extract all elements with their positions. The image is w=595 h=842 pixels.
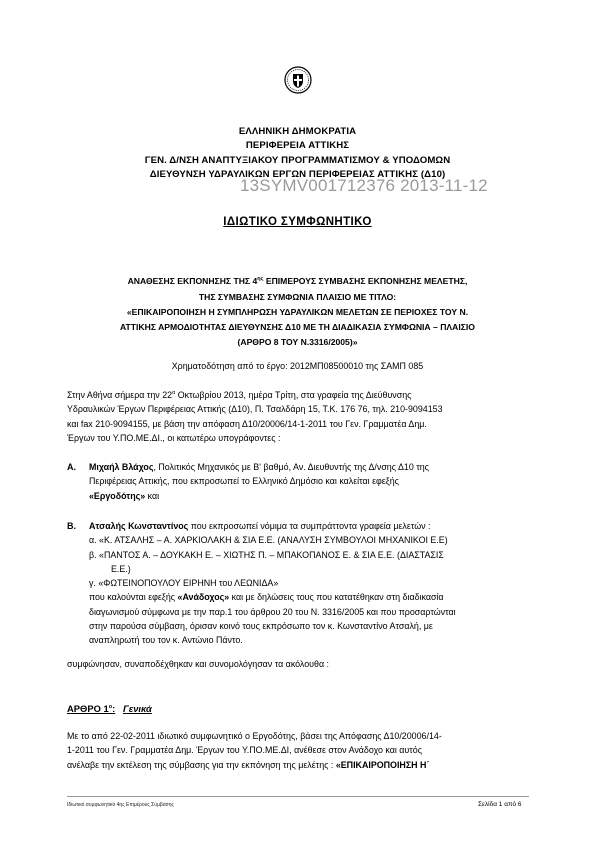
article-1-heading: ΑΡΘΡΟ $1^o$: Γενικά	[67, 703, 152, 714]
party-b-paragraph	[89, 519, 529, 648]
intro-line: Έργων του Υ.ΠΟ.ΜΕ.ΔΙ., οι κατωτέρω υπογράφοντες :	[67, 432, 281, 443]
subject-line-1: ΑΝΑΘΕΣΗΣ ΕΚΠΟΝΗΣΗΣ ΤΗΣ $4^{\eta\varsigma}$ ΕΠΙΜΕΡΟΥΣ ΣΥΜΒΑΣΗΣ ΕΚΠΟΝΗΣΗΣ ΜΕΛΕΤΗΣ,	[127, 276, 468, 286]
party-a-paragraph	[89, 460, 529, 503]
footer-left: Ιδιωτικό συμφωνητικό 4ης Επιμέρους Σύμβασης	[67, 802, 174, 808]
header-directorate: ΔΙΕΥΘΥΝΣΗ ΥΔΡΑΥΛΙΚΩΝ ΕΡΓΩΝ ΠΕΡΙΦΕΡΕΙΑΣ ΑΤΤΙΚΗΣ (Δ10)	[149, 169, 446, 180]
intro-line: Υδραυλικών Έργων Περιφέρειας Αττικής (Δ10), Π. Τσαλδάρη 15, Τ.Κ. 176 76, τηλ. 210-9094153	[67, 404, 443, 415]
party-b-office-b: β. «ΠΑΝΤΟΣ Α. – ΔΟΥΚΑΚΗ Ε. – ΧΙΩΤΗΣ Π. – ΜΠΑΚΟΠΑΝΟΣ Ε. & ΣΙΑ Ε.Ε. (ΔΙΑΣΤΑΣΙΣ	[89, 549, 444, 560]
intro-line: και fax 210-9094155, με βάση την απόφαση Δ10/20006/14-1-2011 του Γεν. Γραμματέα Δημ.	[67, 418, 427, 429]
party-b-office-a: α. «Κ. ΑΤΣΑΛΗΣ – Α. ΧΑΡΚΙΟΛΑΚΗ & ΣΙΑ Ε.Ε. (ΑΝΑΛΥΣΗ ΣΥΜΒΟΥΛΟΙ ΜΗΧΑΝΙΚΟΙ Ε.Ε)	[89, 535, 448, 546]
document-title: ΙΔΙΩΤΙΚΟ ΣΥΜΦΩΝΗΤΙΚΟ	[223, 216, 372, 228]
party-b-line: διαγωνισμού σύμφωνα με την παρ.1 του άρθρου 20 του Ν. 3316/2005 και που προσαρτώνται	[89, 606, 456, 617]
party-a-line: Περιφέρειας Αττικής, που εκπροσωπεί το Ελληνικό Δημόσιο και καλείται εφεξής	[89, 476, 399, 487]
party-b-name: Ατσαλής Κωνσταντίνος	[89, 521, 189, 531]
party-b-office-c: γ. «ΦΩΤΕΙΝΟΠΟΥΛΟΥ ΕΙΡΗΝΗ του ΛΕΩΝΙΔΑ»	[89, 578, 279, 589]
party-b-line: στην παρούσα σύμβαση, όρισαν κοινό τους εκπρόσωπο τον κ. Κωνσταντίνο Ατσαλή, με	[89, 621, 433, 632]
party-a-name: Μιχαήλ Βλάχος	[89, 462, 154, 472]
party-b-line: που καλούνται εφεξής «Ανάδοχος» και με δηλώσεις τους που κατατέθηκαν στη διαδικασία	[89, 592, 444, 603]
subject-line-5: (ΑΡΘΡΟ 8 ΤΟΥ Ν.3316/2005)»	[237, 337, 358, 347]
article-1-line: Με το από 22-02-2011 ιδιωτικό συμφωνητικό ο Εργοδότης, βάσει της Απόφασης Δ10/20006/14-	[67, 731, 442, 741]
footer-divider	[67, 796, 529, 797]
article-1-line: 1-2011 του Γεν. Γραμματέα Δημ. Έργων του Υ.ΠΟ.ΜΕ.ΔΙ, ανέθεσε στον Ανάδοχο και αυτός	[67, 745, 422, 756]
funding-line: Χρηματοδότηση από το έργο: 2012ΜΠ08500010 της ΣΑΜΠ 085	[171, 361, 424, 371]
page-number: Σελίδα 1 από 6	[478, 801, 522, 808]
party-a-role: «Εργοδότης»	[89, 490, 146, 501]
subject-line-3: «ΕΠΙΚΑΙΡΟΠΟΙΗΣΗ Η ΣΥΜΠΛΗΡΩΣΗ ΥΔΡΑΥΛΙΚΩΝ ΜΕΛΕΤΩΝ ΣΕ ΠΕΡΙΟΧΕΣ ΤΟΥ Ν.	[126, 307, 469, 317]
header-republic: ΕΛΛΗΝΙΚΗ ΔΗΜΟΚΡΑΤΙΑ	[238, 126, 357, 137]
party-a-line: «Εργοδότης» και	[89, 490, 160, 501]
party-b-label: Β.	[67, 521, 76, 531]
party-b-line: Ατσαλής Κωνσταντίνος που εκπροσωπεί νόμιμα τα συμπράττοντα γραφεία μελετών :	[89, 521, 431, 531]
greek-state-emblem-icon	[284, 66, 312, 94]
agreed-line: συμφώνησαν, συναποδέχθηκαν και συνομολόγησαν τα ακόλουθα :	[67, 659, 330, 669]
registry-watermark: 13SYMV001712376 2013-11-12	[240, 176, 488, 195]
intro-paragraph	[67, 386, 529, 445]
subject-line-2: ΤΗΣ ΣΥΜΒΑΣΗΣ ΣΥΜΦΩΝΙΑ ΠΛΑΙΣΙΟ ΜΕ ΤΙΤΛΟ:	[198, 292, 397, 302]
party-b-line: αναπληρωτή του τον κ. Αντώνιο Πάντο.	[89, 635, 243, 646]
party-b-office-b-cont: Ε.Ε.)	[111, 563, 131, 574]
intro-line: Στην Αθήνα σήμερα την $22^\alpha$ Οκτωβρίου 2013, ημέρα Τρίτη, στα γραφεία της Διεύθυνσης	[67, 389, 412, 400]
article-1-paragraph	[67, 729, 529, 772]
party-a-line: Μιχαήλ Βλάχος, Πολιτικός Μηχανικός με Β' βαθμό, Αν. Διευθυντής της Δ/νσης Δ10 της	[89, 462, 429, 472]
header-general-directorate: ΓΕΝ. Δ/ΝΣΗ ΑΝΑΠΤΥΞΙΑΚΟΥ ΠΡΟΓΡΑΜΜΑΤΙΣΜΟΥ & ΥΠΟΔΟΜΩΝ	[144, 155, 451, 166]
article-1-title: Γενικά	[123, 703, 152, 714]
header-region: ΠΕΡΙΦΕΡΕΙΑ ΑΤΤΙΚΗΣ	[245, 140, 350, 151]
party-b-role: «Ανάδοχος»	[177, 592, 230, 603]
party-a-label: Α.	[67, 462, 76, 472]
subject-line-4: ΑΤΤΙΚΗΣ ΑΡΜΟΔΙΟΤΗΤΑΣ ΔΙΕΥΘΥΝΣΗΣ Δ10 ΜΕ ΤΗ ΔΙΑΔΙΚΑΣΙΑ ΣΥΜΦΩΝΙΑ – ΠΛΑΙΣΙΟ	[120, 322, 475, 332]
article-1-line: ανέλαβε την εκτέλεση της σύμβασης για την εκπόνηση της μελέτης : «ΕΠΙΚΑΙΡΟΠΟΙΗΣΗ Η΄	[67, 759, 430, 770]
